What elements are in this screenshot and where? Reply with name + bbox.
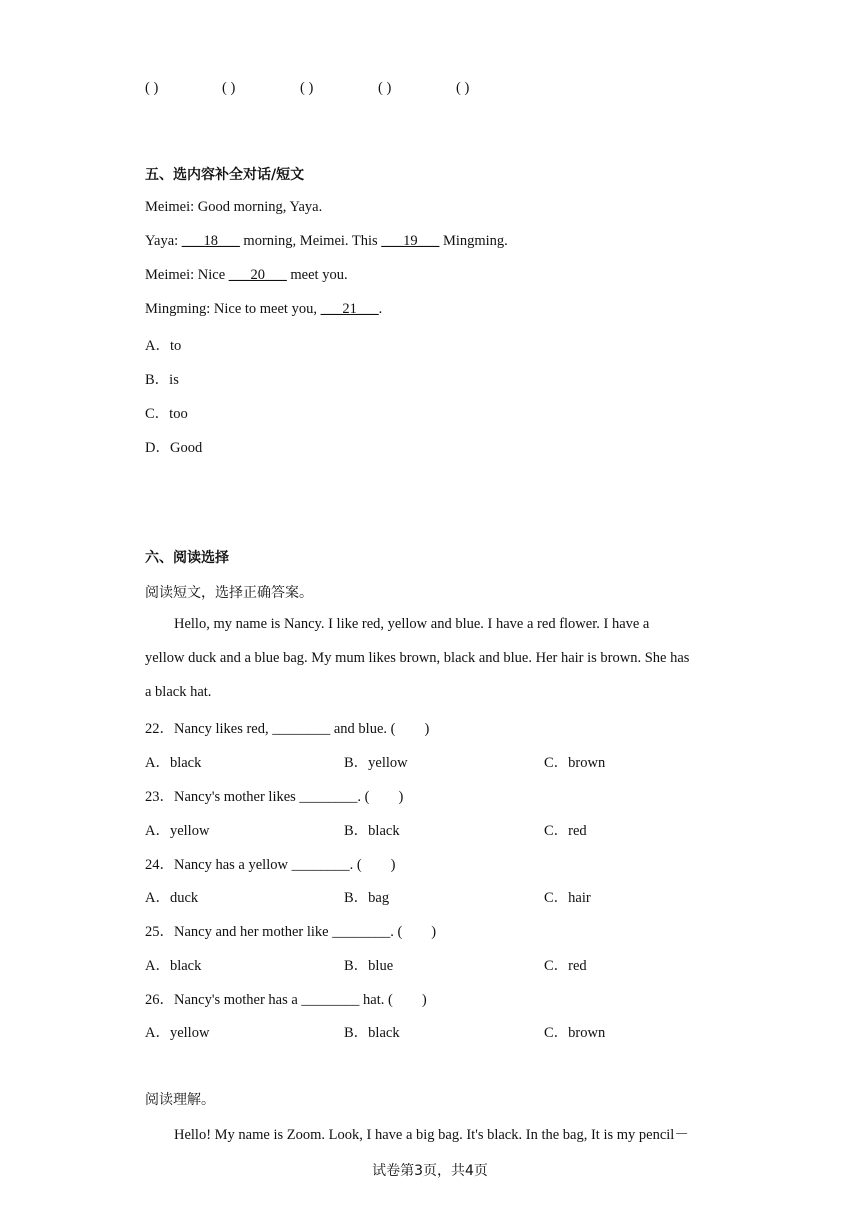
q22-option-c: C．brown [544, 755, 606, 771]
answer-paren-1: ( ) [145, 80, 159, 96]
question-25: 25．Nancy and her mother like ________. ( ) [145, 924, 437, 940]
dialog-text: meet you. [286, 267, 348, 283]
section6-instruction: 阅读短文，选择正确答案。 [145, 585, 313, 601]
dialog-text: Mingming: Nice to meet you, [145, 301, 321, 317]
passage-line-2: yellow duck and a blue bag. My mum likes brown, black and blue. Her hair is brown. She has [145, 650, 690, 666]
blank-21: ___21___ [320, 301, 379, 317]
question-22: 22．Nancy likes red, ________ and blue. ( ) [145, 721, 430, 737]
q22-option-a: A．black [145, 755, 202, 771]
answer-paren-2: ( ) [222, 80, 236, 96]
option-a: A．to [145, 338, 182, 354]
dialog-text: Meimei: Nice [145, 267, 229, 283]
dialog-text: . [378, 301, 383, 317]
blank-20: ___20___ [228, 267, 287, 283]
section5-heading: 五、选内容补全对话/短文 [145, 167, 305, 183]
answer-paren-3: ( ) [300, 80, 314, 96]
blank-18: ___18___ [181, 233, 240, 249]
q25-option-c: C．red [544, 958, 587, 974]
question-26: 26．Nancy's mother has a ________ hat. ( ) [145, 992, 427, 1008]
q26-option-b: B．black [344, 1025, 400, 1041]
dialog-line-4 [145, 301, 382, 318]
dialog-line-3 [145, 267, 348, 284]
dialog-text: Yaya: [145, 233, 182, 249]
q25-option-b: B．blue [344, 958, 394, 974]
q22-option-b: B．yellow [344, 755, 408, 771]
q26-option-c: C．brown [544, 1025, 606, 1041]
question-24: 24．Nancy has a yellow ________. ( ) [145, 857, 396, 873]
q26-option-a: A．yellow [145, 1025, 210, 1041]
dialog-text: Mingming. [439, 233, 508, 249]
q23-option-a: A．yellow [145, 823, 210, 839]
dialog-text: Meimei: Good morning, Yaya. [145, 199, 323, 215]
section6-instruction-2: 阅读理解。 [145, 1092, 215, 1108]
dialog-line-2 [145, 233, 508, 250]
option-c: C．too [145, 406, 188, 422]
q24-option-a: A．duck [145, 890, 199, 906]
answer-paren-4: ( ) [378, 80, 392, 96]
q25-option-a: A．black [145, 958, 202, 974]
dialog-line-1 [145, 199, 322, 216]
passage-line-3: a black hat. [145, 684, 212, 700]
question-23: 23．Nancy's mother likes ________. ( ) [145, 789, 404, 805]
answer-paren-5: ( ) [456, 80, 470, 96]
blank-19: ___19___ [381, 233, 440, 249]
passage2-line-1: Hello! My name is Zoom. Look, I have a big bag. It's black. In the bag, It is my pencil－ [174, 1127, 689, 1143]
option-d: D．Good [145, 440, 203, 456]
q23-option-c: C．red [544, 823, 587, 839]
passage-line-1: Hello, my name is Nancy. I like red, yellow and blue. I have a red flower. I have a [174, 616, 650, 632]
option-b: B．is [145, 372, 179, 388]
dialog-text: morning, Meimei. This [239, 233, 382, 249]
page-footer: 试卷第3页，共4页 [372, 1163, 488, 1179]
q23-option-b: B．black [344, 823, 400, 839]
q24-option-c: C．hair [544, 890, 591, 906]
q24-option-b: B．bag [344, 890, 390, 906]
section6-heading: 六、阅读选择 [145, 550, 229, 566]
